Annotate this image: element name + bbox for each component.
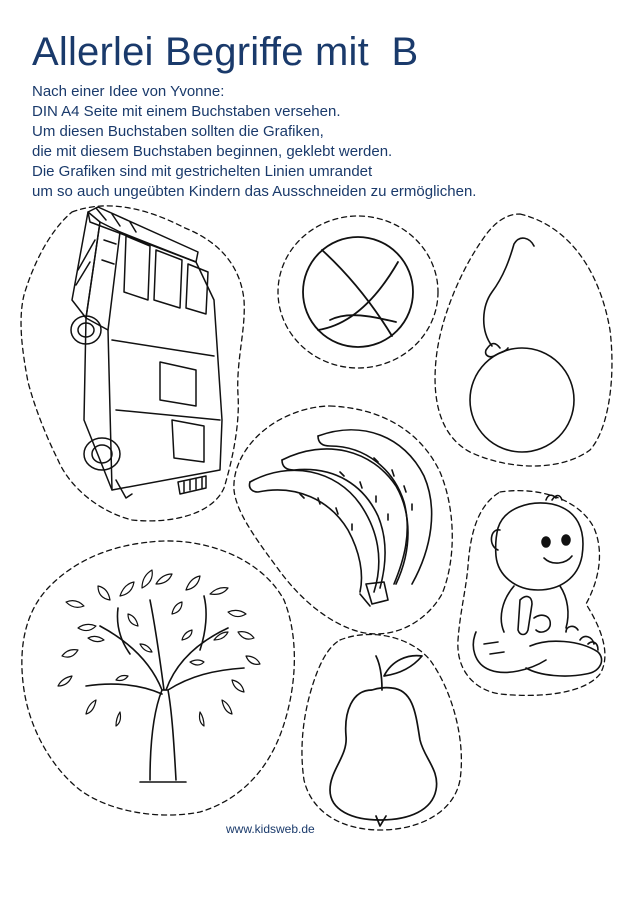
intro-line: Nach einer Idee von Yvonne:: [32, 83, 225, 100]
balloon-icon: [435, 214, 612, 466]
pear-icon: [302, 634, 461, 830]
ball-icon: [278, 216, 438, 368]
intro-line: Die Grafiken sind mit gestrichelten Linien umrandet: [32, 163, 373, 180]
footer-link[interactable]: www.kidsweb.de: [226, 822, 315, 836]
intro-line: DIN A4 Seite mit einem Buchstaben versehen.: [32, 103, 341, 120]
tree-icon: [22, 541, 294, 815]
intro-line: um so auch ungeübten Kindern das Ausschneiden zu ermöglichen.: [32, 183, 477, 200]
intro-line: die mit diesem Buchstaben beginnen, geklebt werden.: [32, 143, 393, 160]
bus-icon: [21, 206, 244, 521]
page-title: Allerlei Begriffe mit B: [32, 30, 419, 74]
banana-icon: [234, 406, 452, 634]
intro-line: Um diesen Buchstaben sollten die Grafiken,: [32, 123, 324, 140]
baby-icon: [458, 491, 605, 696]
